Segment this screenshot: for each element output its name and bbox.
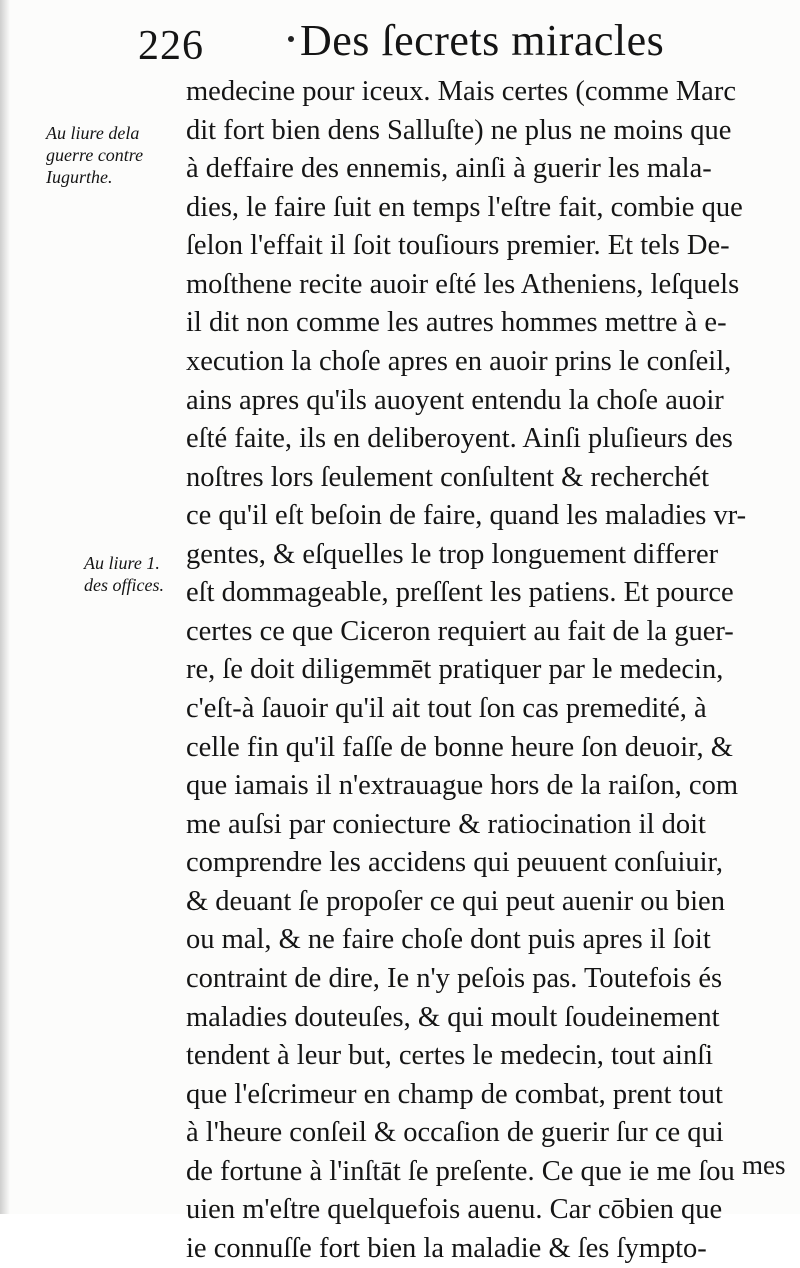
- text-line: moſthene recite auoir eſté les Atheniens, leſquels: [186, 268, 740, 300]
- text-line: eſt dommageable, preſſent les patiens. Et pource: [186, 577, 734, 609]
- text-line: ce qu'il eſt beſoin de faire, quand les maladies vr-: [186, 500, 747, 532]
- catchword: mes: [742, 1150, 786, 1180]
- text-line: celle fin qu'il faſſe de bonne heure ſon deuoir, &: [186, 731, 733, 763]
- marginal-note-line: Au liure 1.: [84, 553, 160, 573]
- text-line: à deffaire des ennemis, ainſi à guerir les mala-: [186, 153, 712, 185]
- binding-shadow: [0, 0, 10, 1214]
- text-line: gentes, & eſquelles le trop longuement differer: [186, 538, 719, 570]
- text-line: de fortune à l'inſtāt ſe preſente. Ce que ie me ſou: [186, 1155, 735, 1187]
- text-line: uien m'eſtre quelquefois auenu. Car cōbien que: [186, 1194, 723, 1226]
- body-text: [186, 73, 792, 1268]
- text-line: certes ce que Ciceron requiert au fait de la guer-: [186, 615, 734, 647]
- text-line: c'eſt-à ſauoir qu'il ait tout ſon cas premedité, à: [186, 693, 707, 724]
- text-line: à l'heure conſeil & occaſion de guerir ſur ce qui: [186, 1117, 724, 1149]
- text-line: me auſsi par coniecture & ratiocination il doit: [186, 808, 706, 840]
- marginal-note-line: Iugurthe.: [46, 167, 113, 187]
- text-line: comprendre les accidens qui peuuent conſuiuir,: [186, 847, 724, 879]
- text-line: ains apres qu'ils auoyent entendu la choſe auoir: [186, 384, 724, 416]
- text-line: il dit non comme les autres hommes mettre à e-: [186, 307, 727, 339]
- marginal-note-line: guerre contre: [46, 145, 144, 165]
- text-line: noſtres lors ſeulement conſultent & recherchét: [186, 461, 710, 493]
- text-line: que l'eſcrimeur en champ de combat, prent tout: [186, 1078, 723, 1110]
- text-line: re, ſe doit diligemmēt pratiquer par le medecin,: [186, 654, 724, 686]
- header-ornament-dot: [288, 36, 294, 42]
- text-line: xecution la choſe apres en auoir prins le conſeil,: [186, 345, 732, 377]
- marginal-note-line: des offices.: [84, 575, 164, 595]
- text-line: maladies douteuſes, & qui moult ſoudeinement: [186, 1001, 720, 1033]
- text-line: & deuant ſe propoſer ce qui peut auenir ou bien: [186, 885, 725, 917]
- marginal-note-line: Au liure dela: [46, 123, 140, 143]
- text-line: eſté faite, ils en deliberoyent. Ainſi pluſieurs des: [186, 423, 733, 455]
- marginal-note-sallust: [46, 122, 194, 188]
- text-line: ie connuſſe fort bien la maladie & ſes ſympto-: [186, 1232, 707, 1264]
- text-line: contraint de dire, Ie n'y peſois pas. Toutefois és: [186, 962, 723, 994]
- text-line: dies, le faire ſuit en temps l'eſtre fait, combie que: [186, 191, 743, 223]
- page-number: 226: [138, 23, 204, 69]
- text-line: dit fort bien dens Salluſte) ne plus ne moins que: [186, 114, 732, 146]
- text-line: que iamais il n'extrauague hors de la raiſon, com: [186, 770, 738, 802]
- running-title: Des ſecrets miracles: [300, 16, 665, 65]
- text-line: medecine pour iceux. Mais certes (comme Marc: [186, 76, 736, 107]
- text-line: ou mal, & ne faire choſe dont puis apres il ſoit: [186, 924, 711, 956]
- text-line: ſelon l'effait il ſoit touſiours premier. Et tels De-: [186, 230, 730, 262]
- text-line: tendent à leur but, certes le medecin, tout ainſi: [186, 1040, 714, 1072]
